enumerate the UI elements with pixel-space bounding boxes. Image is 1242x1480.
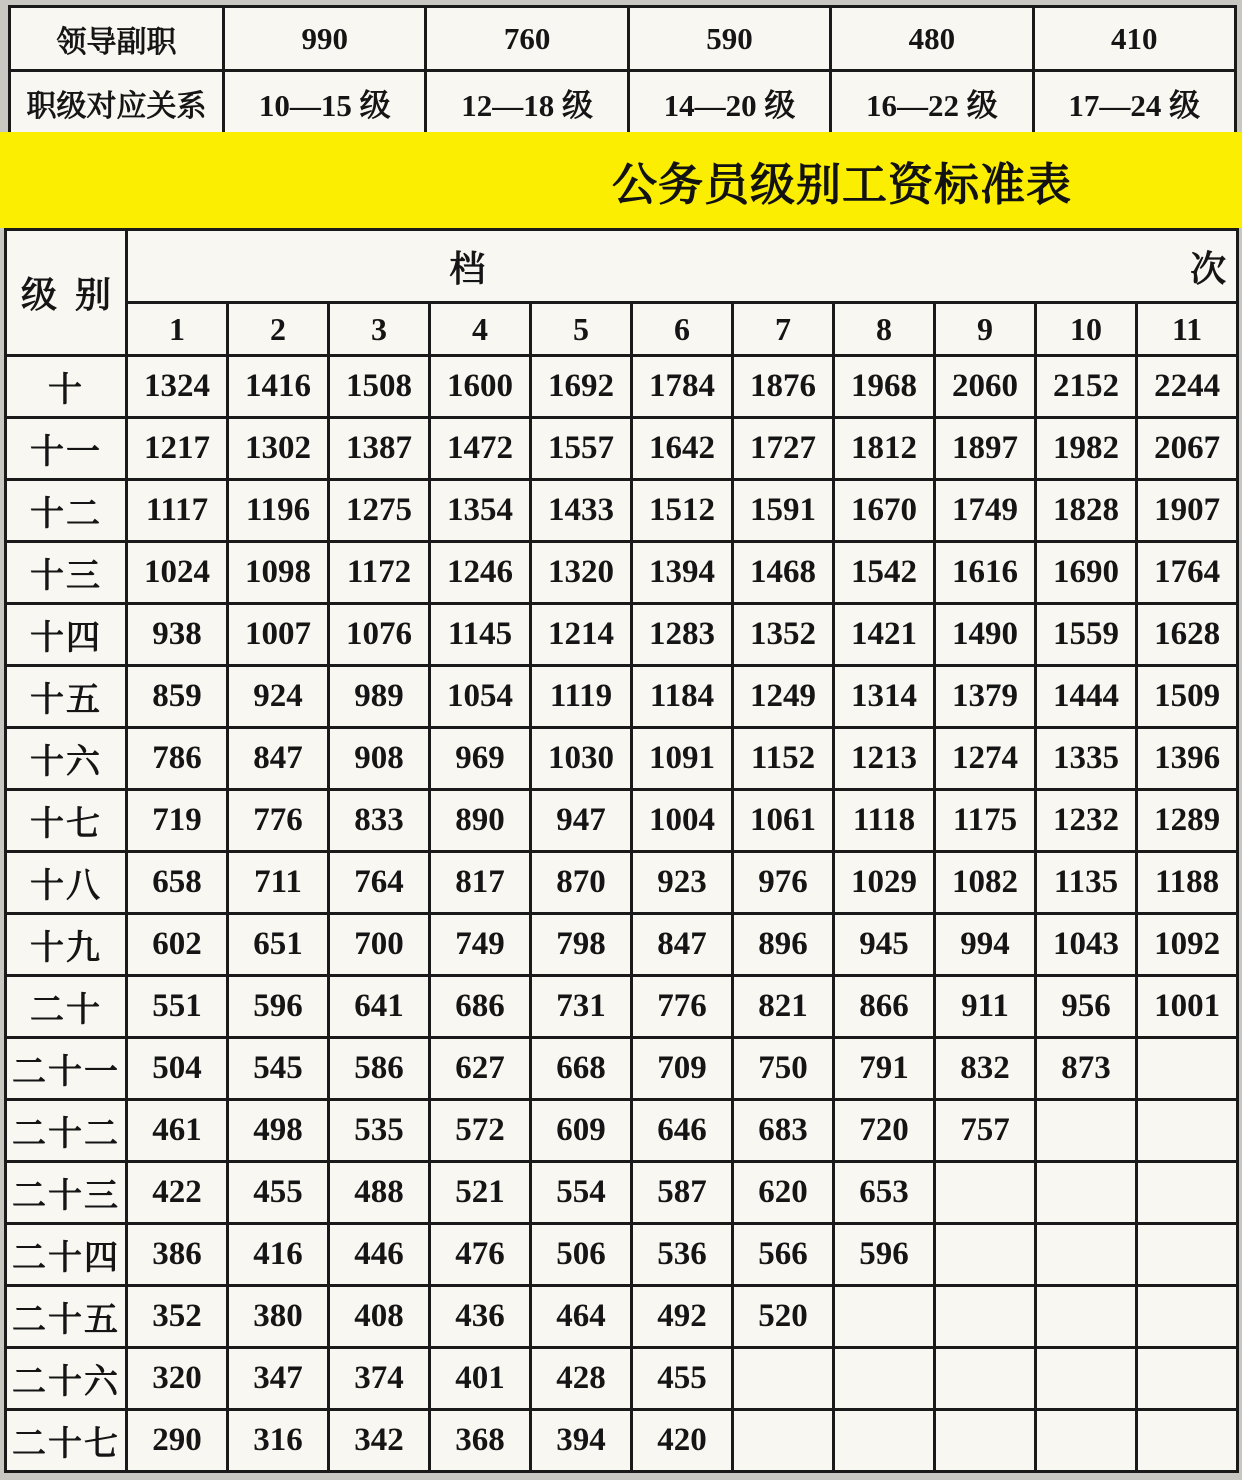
value-cell: 956 [1036, 976, 1137, 1038]
value-cell: 1512 [632, 480, 733, 542]
value-cell: 833 [329, 790, 430, 852]
step-number-header: 2 [228, 303, 329, 356]
value-cell: 1897 [935, 418, 1036, 480]
value-cell: 1196 [228, 480, 329, 542]
value-cell: 1616 [935, 542, 1036, 604]
value-cell [1137, 1410, 1238, 1472]
value-cell: 1117 [127, 480, 228, 542]
value-cell [1137, 1348, 1238, 1410]
value-cell: 1092 [1137, 914, 1238, 976]
band-label-right: 次 [1190, 248, 1227, 289]
value-cell: 587 [632, 1162, 733, 1224]
table-row [6, 1348, 1238, 1410]
table-row [6, 1038, 1238, 1100]
value-cell: 436 [430, 1286, 531, 1348]
value-cell: 1354 [430, 480, 531, 542]
value-cell: 989 [329, 666, 430, 728]
row-label: 十七 [6, 790, 127, 852]
value-cell: 832 [935, 1038, 1036, 1100]
row-label: 二十一 [6, 1038, 127, 1100]
value-cell: 536 [632, 1224, 733, 1286]
row-label: 二十三 [6, 1162, 127, 1224]
value-cell: 428 [531, 1348, 632, 1410]
value-cell: 890 [430, 790, 531, 852]
value-cell: 566 [733, 1224, 834, 1286]
value-cell: 994 [935, 914, 1036, 976]
value-cell: 709 [632, 1038, 733, 1100]
value-cell [1036, 1100, 1137, 1162]
value-cell: 1029 [834, 852, 935, 914]
value-cell: 938 [127, 604, 228, 666]
value-cell [1036, 1224, 1137, 1286]
value-cell: 1394 [632, 542, 733, 604]
value-cell: 1043 [1036, 914, 1137, 976]
value-cell: 719 [127, 790, 228, 852]
value-cell: 1283 [632, 604, 733, 666]
value-cell: 1314 [834, 666, 935, 728]
value-cell [1036, 1286, 1137, 1348]
value-cell: 1249 [733, 666, 834, 728]
value-cell: 1727 [733, 418, 834, 480]
row-label: 二十二 [6, 1100, 127, 1162]
value-cell: 976 [733, 852, 834, 914]
value-cell: 504 [127, 1038, 228, 1100]
value-cell [733, 1348, 834, 1410]
value-cell [1036, 1410, 1137, 1472]
value-cell: 461 [127, 1100, 228, 1162]
row-label: 十三 [6, 542, 127, 604]
value-cell: 1152 [733, 728, 834, 790]
value-cell: 2067 [1137, 418, 1238, 480]
value-cell: 1324 [127, 356, 228, 418]
value-cell: 627 [430, 1038, 531, 1100]
value-cell: 786 [127, 728, 228, 790]
value-cell: 316 [228, 1410, 329, 1472]
table-row [10, 71, 1236, 135]
value-cell [935, 1410, 1036, 1472]
value-cell: 1214 [531, 604, 632, 666]
leadership-rank-body [10, 7, 1236, 135]
value-cell: 1001 [1137, 976, 1238, 1038]
value-cell: 821 [733, 976, 834, 1038]
value-cell: 520 [733, 1286, 834, 1348]
value-cell: 1509 [1137, 666, 1238, 728]
row-label: 十六 [6, 728, 127, 790]
table-row [6, 1410, 1238, 1472]
value-cell: 945 [834, 914, 935, 976]
value-cell: 410 [1033, 7, 1235, 71]
value-cell: 711 [228, 852, 329, 914]
value-cell [834, 1348, 935, 1410]
value-cell: 1061 [733, 790, 834, 852]
value-cell: 1352 [733, 604, 834, 666]
step-number-row [6, 303, 1238, 356]
value-cell: 596 [228, 976, 329, 1038]
value-cell: 602 [127, 914, 228, 976]
value-cell: 911 [935, 976, 1036, 1038]
value-cell: 653 [834, 1162, 935, 1224]
row-label: 领导副职 [10, 7, 224, 71]
value-cell: 2152 [1036, 356, 1137, 418]
value-cell [935, 1286, 1036, 1348]
value-cell: 1379 [935, 666, 1036, 728]
value-cell: 923 [632, 852, 733, 914]
value-cell: 1508 [329, 356, 430, 418]
value-cell: 731 [531, 976, 632, 1038]
value-cell: 1145 [430, 604, 531, 666]
value-cell: 506 [531, 1224, 632, 1286]
table-row [6, 1286, 1238, 1348]
step-band-labels [128, 241, 1236, 292]
value-cell: 870 [531, 852, 632, 914]
step-band-header [127, 230, 1238, 303]
value-cell: 488 [329, 1162, 430, 1224]
row-label: 二十五 [6, 1286, 127, 1348]
value-cell [1137, 1162, 1238, 1224]
value-cell: 1968 [834, 356, 935, 418]
value-cell: 1542 [834, 542, 935, 604]
value-cell: 554 [531, 1162, 632, 1224]
table-row [6, 604, 1238, 666]
leadership-rank-table [8, 5, 1237, 136]
value-cell: 1232 [1036, 790, 1137, 852]
row-label: 十 [6, 356, 127, 418]
value-cell: 1982 [1036, 418, 1137, 480]
value-cell: 990 [224, 7, 426, 71]
step-number-header: 1 [127, 303, 228, 356]
value-cell: 1690 [1036, 542, 1137, 604]
value-cell: 1030 [531, 728, 632, 790]
value-cell: 1082 [935, 852, 1036, 914]
row-label: 二十 [6, 976, 127, 1038]
value-cell [1137, 1224, 1238, 1286]
value-cell: 924 [228, 666, 329, 728]
value-cell [935, 1162, 1036, 1224]
value-cell: 408 [329, 1286, 430, 1348]
row-label: 十八 [6, 852, 127, 914]
value-cell: 749 [430, 914, 531, 976]
value-cell: 551 [127, 976, 228, 1038]
value-cell: 683 [733, 1100, 834, 1162]
value-cell: 290 [127, 1410, 228, 1472]
table-row [6, 542, 1238, 604]
band-label-left: 档 [449, 248, 486, 289]
table-row [6, 666, 1238, 728]
value-cell: 1135 [1036, 852, 1137, 914]
value-cell: 1828 [1036, 480, 1137, 542]
value-cell: 750 [733, 1038, 834, 1100]
value-cell: 586 [329, 1038, 430, 1100]
row-label: 十九 [6, 914, 127, 976]
value-cell: 1444 [1036, 666, 1137, 728]
row-label: 十四 [6, 604, 127, 666]
row-label: 职级对应关系 [10, 71, 224, 135]
value-cell: 2244 [1137, 356, 1238, 418]
value-cell: 420 [632, 1410, 733, 1472]
value-cell: 521 [430, 1162, 531, 1224]
value-cell: 1118 [834, 790, 935, 852]
value-cell: 1213 [834, 728, 935, 790]
value-cell: 10—15 级 [224, 71, 426, 135]
table-row [6, 914, 1238, 976]
value-cell: 1692 [531, 356, 632, 418]
value-cell: 668 [531, 1038, 632, 1100]
value-cell: 760 [426, 7, 628, 71]
value-cell [1036, 1348, 1137, 1410]
value-cell [935, 1348, 1036, 1410]
value-cell: 646 [632, 1100, 733, 1162]
value-cell [733, 1410, 834, 1472]
value-cell: 1302 [228, 418, 329, 480]
value-cell: 1054 [430, 666, 531, 728]
value-cell: 817 [430, 852, 531, 914]
value-cell: 401 [430, 1348, 531, 1410]
value-cell: 380 [228, 1286, 329, 1348]
value-cell: 455 [228, 1162, 329, 1224]
value-cell: 535 [329, 1100, 430, 1162]
value-cell [834, 1410, 935, 1472]
value-cell: 686 [430, 976, 531, 1038]
table-row [6, 480, 1238, 542]
grade-corner-header: 级 别 [6, 230, 127, 356]
row-label: 二十六 [6, 1348, 127, 1410]
value-cell: 700 [329, 914, 430, 976]
value-cell: 16—22 级 [831, 71, 1033, 135]
value-cell: 464 [531, 1286, 632, 1348]
table-row [6, 1162, 1238, 1224]
table-row [10, 7, 1236, 71]
value-cell: 1557 [531, 418, 632, 480]
value-cell: 1004 [632, 790, 733, 852]
value-cell: 866 [834, 976, 935, 1038]
value-cell: 14—20 级 [628, 71, 830, 135]
value-cell: 572 [430, 1100, 531, 1162]
value-cell: 1172 [329, 542, 430, 604]
value-cell: 1490 [935, 604, 1036, 666]
value-cell: 394 [531, 1410, 632, 1472]
value-cell: 17—24 级 [1033, 71, 1235, 135]
value-cell: 1289 [1137, 790, 1238, 852]
row-label: 二十七 [6, 1410, 127, 1472]
table-row [6, 356, 1238, 418]
value-cell [1137, 1286, 1238, 1348]
value-cell: 386 [127, 1224, 228, 1286]
value-cell: 1784 [632, 356, 733, 418]
band-header-row [6, 230, 1238, 303]
value-cell: 1188 [1137, 852, 1238, 914]
value-cell: 1076 [329, 604, 430, 666]
value-cell: 1024 [127, 542, 228, 604]
value-cell: 847 [228, 728, 329, 790]
value-cell: 798 [531, 914, 632, 976]
step-number-header: 9 [935, 303, 1036, 356]
value-cell: 620 [733, 1162, 834, 1224]
value-cell: 776 [632, 976, 733, 1038]
value-cell: 1396 [1137, 728, 1238, 790]
step-number-header: 7 [733, 303, 834, 356]
value-cell: 1591 [733, 480, 834, 542]
value-cell: 455 [632, 1348, 733, 1410]
value-cell: 2060 [935, 356, 1036, 418]
value-cell: 1472 [430, 418, 531, 480]
value-cell: 651 [228, 914, 329, 976]
value-cell: 1387 [329, 418, 430, 480]
value-cell: 896 [733, 914, 834, 976]
value-cell [1137, 1100, 1238, 1162]
value-cell: 347 [228, 1348, 329, 1410]
value-cell: 12—18 级 [426, 71, 628, 135]
value-cell: 374 [329, 1348, 430, 1410]
value-cell: 1275 [329, 480, 430, 542]
value-cell: 1559 [1036, 604, 1137, 666]
value-cell: 873 [1036, 1038, 1137, 1100]
step-number-header: 8 [834, 303, 935, 356]
row-label: 十一 [6, 418, 127, 480]
value-cell: 609 [531, 1100, 632, 1162]
value-cell: 352 [127, 1286, 228, 1348]
value-cell: 1175 [935, 790, 1036, 852]
value-cell: 1628 [1137, 604, 1238, 666]
value-cell: 764 [329, 852, 430, 914]
step-number-header: 5 [531, 303, 632, 356]
value-cell: 720 [834, 1100, 935, 1162]
step-number-header: 6 [632, 303, 733, 356]
table-row [6, 1100, 1238, 1162]
table-row [6, 790, 1238, 852]
value-cell: 1007 [228, 604, 329, 666]
value-cell: 658 [127, 852, 228, 914]
table-row [6, 728, 1238, 790]
value-cell: 859 [127, 666, 228, 728]
value-cell: 1091 [632, 728, 733, 790]
value-cell [834, 1286, 935, 1348]
step-number-header: 4 [430, 303, 531, 356]
step-number-header: 3 [329, 303, 430, 356]
value-cell: 1246 [430, 542, 531, 604]
value-cell: 320 [127, 1348, 228, 1410]
value-cell: 596 [834, 1224, 935, 1286]
step-number-header: 10 [1036, 303, 1137, 356]
table-row [6, 1224, 1238, 1286]
value-cell: 791 [834, 1038, 935, 1100]
salary-grade-table [4, 228, 1239, 1473]
value-cell: 498 [228, 1100, 329, 1162]
salary-grade-body [6, 356, 1238, 1472]
value-cell: 446 [329, 1224, 430, 1286]
value-cell: 480 [831, 7, 1033, 71]
value-cell: 847 [632, 914, 733, 976]
value-cell: 545 [228, 1038, 329, 1100]
value-cell: 492 [632, 1286, 733, 1348]
value-cell: 1433 [531, 480, 632, 542]
value-cell: 947 [531, 790, 632, 852]
value-cell: 757 [935, 1100, 1036, 1162]
table-row [6, 418, 1238, 480]
value-cell [1137, 1038, 1238, 1100]
table-row [6, 976, 1238, 1038]
value-cell: 1812 [834, 418, 935, 480]
value-cell: 342 [329, 1410, 430, 1472]
value-cell: 1098 [228, 542, 329, 604]
value-cell: 1600 [430, 356, 531, 418]
value-cell: 908 [329, 728, 430, 790]
value-cell: 641 [329, 976, 430, 1038]
title-banner [0, 132, 1242, 228]
value-cell: 1670 [834, 480, 935, 542]
step-number-header: 11 [1137, 303, 1238, 356]
value-cell: 1184 [632, 666, 733, 728]
value-cell: 590 [628, 7, 830, 71]
value-cell: 1749 [935, 480, 1036, 542]
value-cell: 1335 [1036, 728, 1137, 790]
value-cell: 776 [228, 790, 329, 852]
value-cell: 1320 [531, 542, 632, 604]
value-cell: 1274 [935, 728, 1036, 790]
row-label: 十二 [6, 480, 127, 542]
value-cell: 1421 [834, 604, 935, 666]
value-cell: 1217 [127, 418, 228, 480]
value-cell: 416 [228, 1224, 329, 1286]
value-cell: 1764 [1137, 542, 1238, 604]
value-cell: 1119 [531, 666, 632, 728]
value-cell: 1468 [733, 542, 834, 604]
table-row [6, 852, 1238, 914]
row-label: 二十四 [6, 1224, 127, 1286]
value-cell: 476 [430, 1224, 531, 1286]
value-cell [1036, 1162, 1137, 1224]
value-cell: 368 [430, 1410, 531, 1472]
value-cell: 1907 [1137, 480, 1238, 542]
page-title: 公务员级别工资标准表 [612, 157, 1073, 211]
value-cell: 1642 [632, 418, 733, 480]
value-cell: 1416 [228, 356, 329, 418]
value-cell: 422 [127, 1162, 228, 1224]
value-cell: 1876 [733, 356, 834, 418]
value-cell [935, 1224, 1036, 1286]
value-cell: 969 [430, 728, 531, 790]
row-label: 十五 [6, 666, 127, 728]
